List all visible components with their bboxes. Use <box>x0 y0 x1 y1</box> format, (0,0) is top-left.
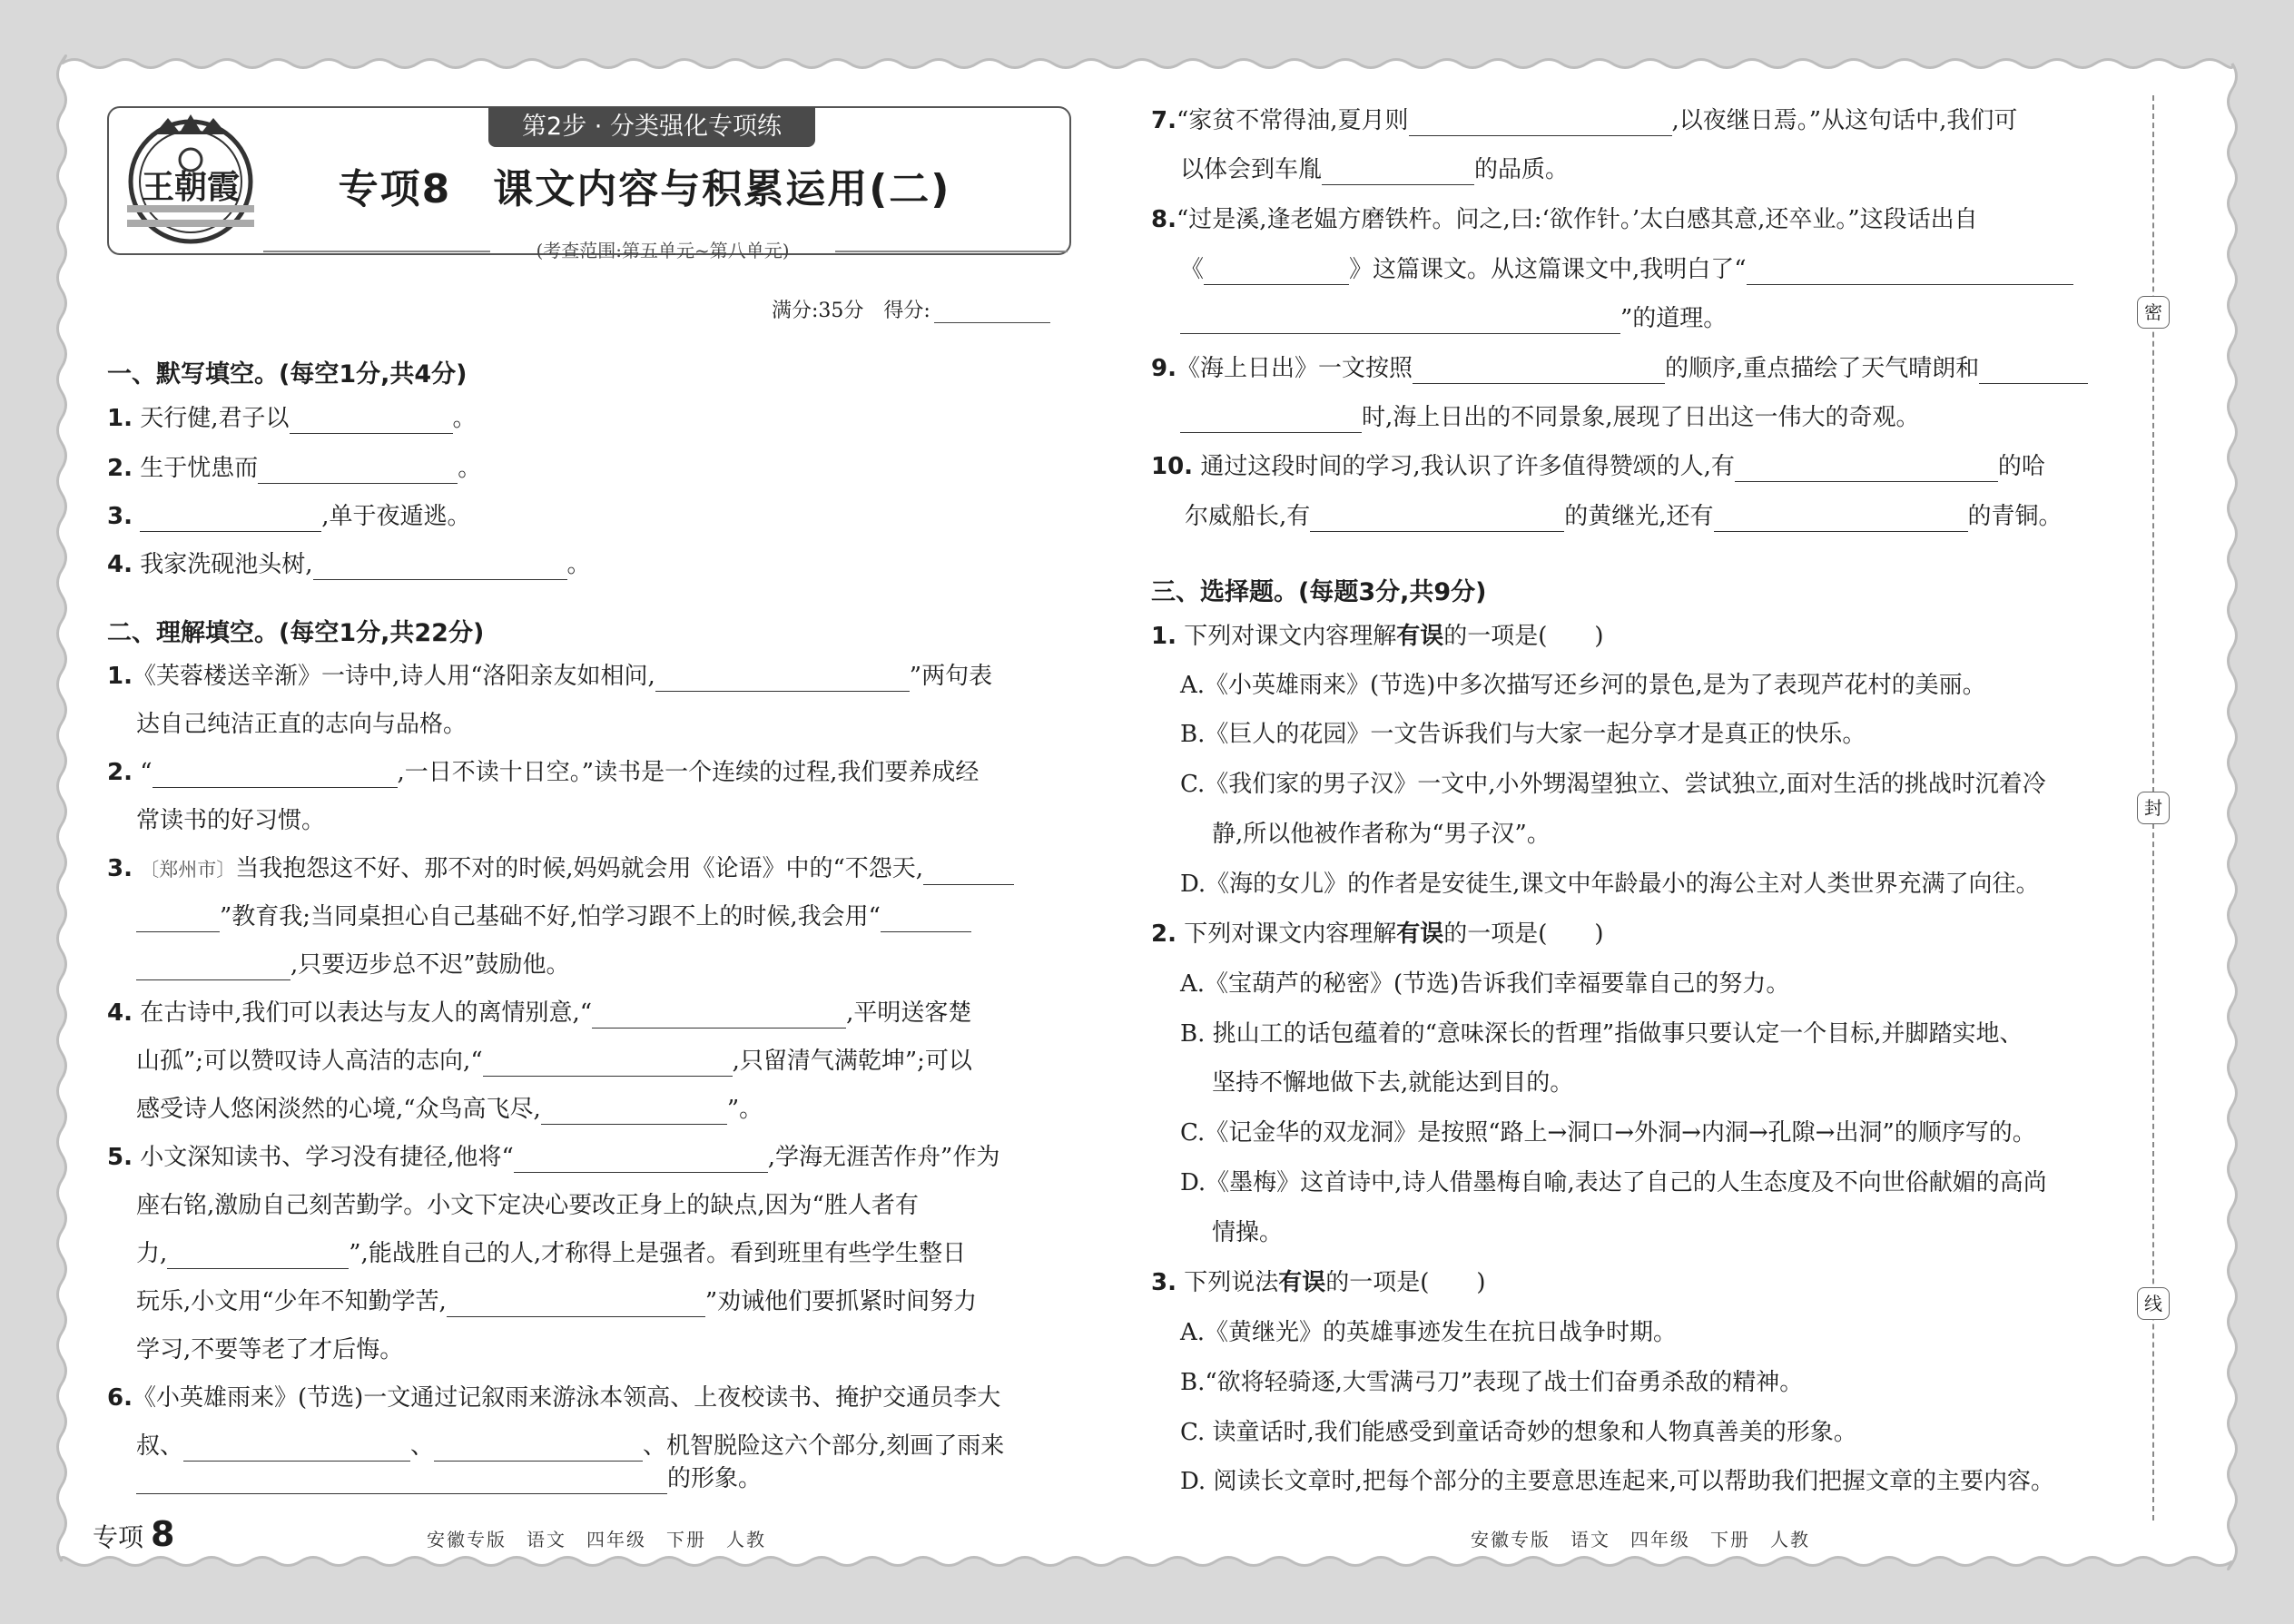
p2-line-b: 常读书的好习惯。 <box>136 807 326 834</box>
c2-stem: 2. 下列对课文内容理解有误的一项是( ) <box>1151 920 1604 948</box>
r9-line-a: 9.《海上日出》一文按照 的顺序,重点描绘了天气晴朗和 <box>1151 353 2088 384</box>
q3-line: 3. ,单于夜遁逃。 <box>107 503 471 530</box>
p4-line-c: 感受诗人悠闲淡然的心境,“众鸟高飞尽, ”。 <box>136 1096 763 1123</box>
svg-text:王朝霞: 王朝霞 <box>141 168 241 206</box>
binding-mark-close: 封 <box>2137 792 2170 824</box>
q2-line: 2. 生于忧患而 。 <box>107 455 482 482</box>
footer-info-right: 安徽专版 语文 四年级 下册 人教 <box>1471 1529 1810 1550</box>
p1-line-b: 达自己纯洁正直的志向与品格。 <box>136 711 468 738</box>
p5-line-c: 力, ”,能战胜自己的人,才称得上是强者。看到班里有些学生整日 <box>136 1240 967 1267</box>
score-line <box>772 295 1050 323</box>
p3-line-a: 3. 〔郑州市〕当我抱怨这不好、那不对的时候,妈妈就会用《论语》中的“不怨天, <box>107 853 1014 885</box>
r7-line-a: 7.“家贫不常得油,夏月则 ,以夜继日焉。”从这句话中,我们可 <box>1151 107 2018 134</box>
section-1-heading: 一、默写填空。(每空1分,共4分) <box>107 360 468 389</box>
c1-option-c-cont: 静,所以他被作者称为“男子汉”。 <box>1212 821 1551 848</box>
c2-option-c: C.《记金华的双龙洞》是按照“路上→洞口→外洞→内洞→孔隙→出洞”的顺序写的。 <box>1180 1119 2036 1147</box>
page-title: 专项8 课文内容与积累运用(二) <box>338 166 951 212</box>
p4-line-a: 4. 在古诗中,我们可以表达与友人的离情别意,“ ,平明送客楚 <box>107 999 972 1027</box>
banner: 第2步 · 分类强化专项练 <box>488 107 815 147</box>
r8-line-a: 8.“过是溪,逢老媪方磨铁杵。问之,曰:‘欲作针。’太白感其意,还卒业。”这段话出自 <box>1151 206 1978 233</box>
c1-option-c: C.《我们家的男子汉》一文中,小外甥渴望独立、尝试独立,面对生活的挑战时沉着冷 <box>1180 771 2046 798</box>
r10-line-b: 尔威船长,有 的黄继光,还有 的青铜。 <box>1185 503 2063 530</box>
p3-line-c: ,只要迈步总不迟”鼓励他。 <box>136 950 570 980</box>
c1-stem: 1. 下列对课文内容理解有误的一项是( ) <box>1151 623 1604 650</box>
c2-option-b: B. 挑山工的话包蕴着的“意味深长的哲理”指做事只要认定一个目标,并脚踏实地、 <box>1180 1020 2023 1048</box>
c3-option-b: B.“欲将轻骑逐,大雪满弓刀”表现了战士们奋勇杀敌的精神。 <box>1180 1369 1804 1396</box>
r10-line-a: 10. 通过这段时间的学习,我认识了许多值得赞颂的人,有 的哈 <box>1151 453 2045 480</box>
r8-line-b: 《 》这篇课文。从这篇课文中,我明白了“ <box>1180 254 2073 285</box>
r9-line-b: 时,海上日出的不同景象,展现了日出这一伟大的奇观。 <box>1180 402 1920 433</box>
p4-line-b: 山孤”;可以赞叹诗人高洁的志向,“ ,只留清气满乾坤”;可以 <box>136 1048 972 1075</box>
p1-line-a: 1.《芙蓉楼送辛渐》一诗中,诗人用“洛阳亲友如相问, ”两句表 <box>107 663 993 690</box>
c1-option-d: D.《海的女儿》的作者是安徒生,课文中年龄最小的海公主对人类世界充满了向往。 <box>1180 871 2040 898</box>
binding-mark-seal: 密 <box>2137 296 2170 329</box>
p6-line-a: 6.《小英雄雨来》(节选)一文通过记叙雨来游泳本领高、上夜校读书、掩护交通员李大 <box>107 1384 1001 1412</box>
section-2-heading: 二、理解填空。(每空1分,共22分) <box>107 619 485 647</box>
c3-stem: 3. 下列说法有误的一项是( ) <box>1151 1269 1486 1296</box>
c1-option-a: A.《小英雄雨来》(节选)中多次描写还乡河的景色,是为了表现芦花村的美丽。 <box>1180 672 1986 699</box>
c2-option-d: D.《墨梅》这首诗中,诗人借墨梅自喻,表达了自己的人生态度及不向世俗献媚的高尚 <box>1180 1169 2047 1196</box>
p3-line-b: ”教育我;当同桌担心自己基础不好,怕学习跟不上的时候,我会用“ <box>136 901 971 932</box>
q4-line: 4. 我家洗砚池头树, 。 <box>107 551 591 578</box>
page-number: 专项 8 <box>93 1514 175 1554</box>
c3-option-a: A.《黄继光》的英雄事迹发生在抗日战争时期。 <box>1180 1319 1678 1346</box>
c1-option-b: B.《巨人的花园》一文告诉我们与大家一起分享才是真正的快乐。 <box>1180 721 1866 748</box>
c3-option-c: C. 读童话时,我们能感受到童话奇妙的想象和人物真善美的形象。 <box>1180 1419 1857 1446</box>
scope-rule-left <box>263 251 490 252</box>
p5-line-d: 玩乐,小文用“少年不知勤学苦, ”劝诫他们要抓紧时间努力 <box>136 1288 978 1315</box>
score-blank[interactable] <box>934 302 1050 323</box>
binding-mark-line: 线 <box>2137 1287 2170 1320</box>
p6-line-c: 的形象。 <box>136 1463 762 1494</box>
score-label: 满分:35分 得分: <box>772 300 930 322</box>
r7-line-b: 以体会到车胤 的品质。 <box>1180 156 1570 183</box>
q1-line: 1. 天行健,君子以 。 <box>107 405 477 432</box>
c3-option-d: D. 阅读长文章时,把每个部分的主要意思连起来,可以帮助我们把握文章的主要内容。 <box>1180 1468 2054 1495</box>
section-3-heading: 三、选择题。(每题3分,共9分) <box>1151 578 1487 606</box>
p5-line-a: 5. 小文深知读书、学习没有捷径,他将“ ,学海无涯苦作舟”作为 <box>107 1144 1000 1171</box>
p5-line-e: 学习,不要等老了才后悔。 <box>136 1336 404 1363</box>
p5-line-b: 座右铭,激励自己刻苦勤学。小文下定决心要改正身上的缺点,因为“胜人者有 <box>136 1192 919 1219</box>
scope-rule-right <box>835 251 1068 252</box>
r8-line-c: ”的道理。 <box>1180 303 1727 334</box>
p2-line-a: 2. “ ,一日不读十日空。”读书是一个连续的过程,我们要养成经 <box>107 759 980 786</box>
scope-note: (考查范围:第五单元~第八单元) <box>536 240 790 261</box>
p6-line-b: 叔、 、 、机智脱险这六个部分,刻画了雨来 <box>136 1432 1005 1460</box>
c2-option-b-cont: 坚持不懈地做下去,就能达到目的。 <box>1212 1069 1574 1097</box>
c2-option-d-cont: 情操。 <box>1212 1219 1284 1246</box>
logo-seal <box>118 107 263 251</box>
footer-info-left: 安徽专版 语文 四年级 下册 人教 <box>427 1529 766 1550</box>
c2-option-a: A.《宝葫芦的秘密》(节选)告诉我们幸福要靠自己的努力。 <box>1180 970 1790 998</box>
